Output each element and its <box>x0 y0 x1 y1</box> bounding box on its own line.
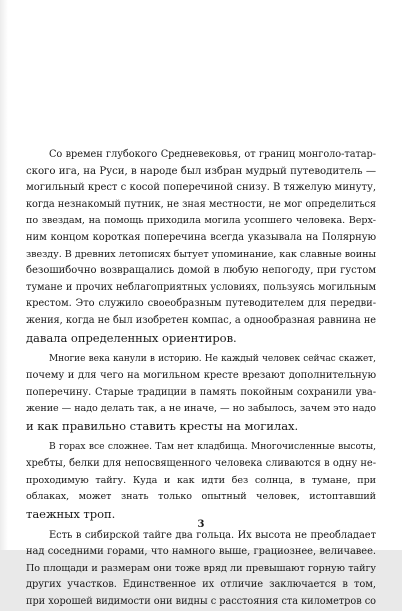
text-line: жения, когда не был изобретен компас, а однообразная равнина не <box>26 314 376 326</box>
paragraph-4 <box>26 528 376 611</box>
text-line: когда незнакомый путник, не зная местности, не мог определиться <box>26 198 376 210</box>
text-line: давала определенных ориентиров. <box>26 330 237 345</box>
text-line: жение — надо делать так, а не иначе, — но забылось, зачем это надо <box>26 403 376 415</box>
text-line: Со времен глубокого Средневековья, от границ монголо-татар- <box>49 149 376 160</box>
paragraph-2 <box>26 351 376 434</box>
text-line: звезду. В древних летописях бытует упоминание, как славные воины <box>26 248 376 260</box>
text-line: ского ига, на Руси, в народе был избран мудрый путеводитель — <box>26 165 376 177</box>
text-line: проходимую тайгу. Куда и как идти без солнца, в тумане, при <box>26 474 376 486</box>
text-line: таежных троп. <box>26 506 116 521</box>
text-line: хребты, белки для непосвященного человека сливаются в одну не- <box>26 458 376 470</box>
text-line: почему и для чего на могильном кресте врезают дополнительную <box>26 369 376 381</box>
page-number: 3 <box>197 519 205 530</box>
text-line: тумане и прочих неблагоприятных условиях, пользуясь могильным <box>26 281 376 293</box>
text-line: ним концом короткая поперечина всегда указывала на Полярную <box>26 231 376 243</box>
text-line: Многие века канули в историю. Не каждый человек сейчас скажет, <box>49 354 376 365</box>
page-edge-shadow <box>0 0 8 550</box>
paragraph-1 <box>26 147 376 346</box>
text-line: и как правильно ставить кресты на могилах. <box>26 418 299 433</box>
text-line: при хорошей видимости они видны с расстояния ста километров со <box>26 596 376 607</box>
text-line: по звездам, на помощь приходила могила усопшего человека. Верх- <box>26 215 376 227</box>
body-text <box>26 147 376 611</box>
text-line: над соседними горами, что намного выше, грациознее, величавее. <box>26 546 376 558</box>
text-line: безошибочно возвращались домой в любую непогоду, при густом <box>26 265 376 277</box>
text-line: облаках, может знать только опытный человек, истоптавший <box>26 491 376 503</box>
text-line: В горах все сложнее. Там нет кладбища. Многочисленные высоты, <box>49 442 376 453</box>
text-line: могильный крест с косой поперечиной снизу. В тяжелую минуту, <box>26 182 376 194</box>
text-line: поперечину. Старые традиции в память покойным сохранили ува- <box>26 386 376 398</box>
text-line: крестом. Это служило своеобразным путеводителем для передви- <box>26 298 376 310</box>
text-line: других участков. Единственное их отличие заключается в том, <box>26 579 376 591</box>
text-line: По площади и размерам они тоже вряд ли превышают горную тайгу <box>26 562 376 574</box>
paragraph-3 <box>26 439 376 522</box>
text-line: Есть в сибирской тайге два гольца. Их высота не преобладает <box>49 529 376 541</box>
